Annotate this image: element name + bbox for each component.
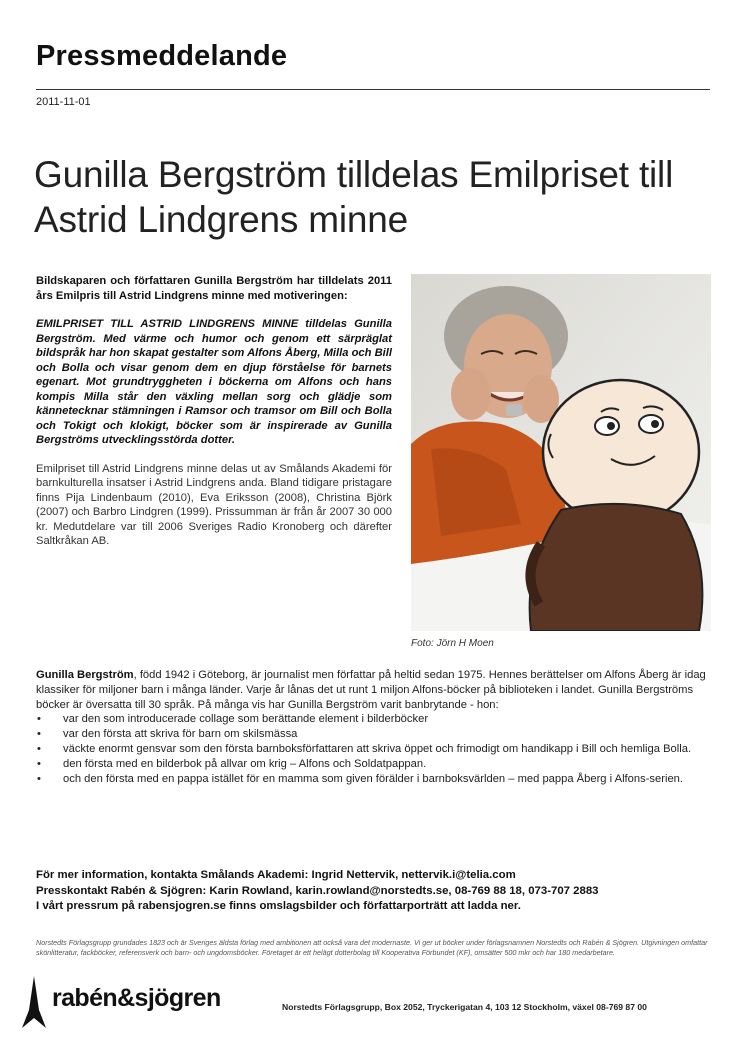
contact-line-pressroom: I vårt pressrum på rabensjogren.se finns omslagsbilder och författarporträtt att ladda ner.	[36, 900, 521, 912]
left-column	[36, 274, 392, 563]
list-item: • var den som introducerade collage som berättande element i bilderböcker	[36, 712, 712, 727]
contact-line-press: Presskontakt Rabén & Sjögren: Karin Rowland, karin.rowland@norstedts.se, 08-769 88 18, 073-707 2883	[36, 884, 599, 897]
header-divider	[36, 89, 710, 90]
list-item: • och den första med en pappa istället för en mamma som given förälder i barnboksvärlden – med pappa Åberg i Alfons-serien.	[36, 772, 712, 787]
release-date: 2011-11-01	[36, 96, 91, 108]
contact-line-akademi: För mer information, kontakta Smålands Akademi: Ingrid Nettervik, nettervik.i@telia.com	[36, 869, 516, 881]
compass-icon	[22, 976, 46, 1030]
photo-credit: Foto: Jörn H Moen	[411, 638, 494, 649]
bio-section	[36, 668, 712, 786]
list-item: • väckte enormt gensvar som den första barnboksförfattaren att skriva öppet och frimodigt om handikapp i Bill och hemliga Bolla.	[36, 742, 712, 757]
prize-info-paragraph: Emilpriset till Astrid Lindgrens minne delas ut av Smålands Akademi för barnkulturella insatser i Astrid Lindgrens anda. Bland tidigare pristagare finns Pija Lindenbaum (2010), Eva Eriksson (2008), Christina Björk (2007) och Barbro Lindgren (1999). Prissumman är från år 2007 30 000 kr. Medutdelare var till 2006 Sveriges Radio Kronoberg och därefter Saltkråkan AB.	[36, 462, 392, 547]
bio-bullet-list	[36, 712, 712, 786]
bio-text: , född 1942 i Göteborg, är journalist men författar på heltid sedan 1975. Hennes berättelser om Alfons Åberg är idag klassiker för miljoner barn i många länder. Varje år lånas det ut runt 1 miljon Alfons-böcker på biblioteken i landet. Gunilla Bergströms böcker är översatta till 30 språk. På många vis har Gunilla Bergström varit banbrytande - hon:	[36, 669, 706, 711]
page-title: Pressmeddelande	[36, 40, 288, 72]
contact-section	[36, 868, 716, 915]
intro-paragraph: Bildskaparen och författaren Gunilla Bergström har tilldelats 2011 års Emilpris till Astrid Lindgrens minne med motiveringen:	[36, 275, 392, 302]
list-item: • var den första att skriva för barn om skilsmässa	[36, 727, 712, 742]
footer-note: Norstedts Förlagsgrupp grundades 1823 och är Sveriges äldsta förlag med ambitionen att också vara det modernaste. Vi ger ut böcker under förlagsnamnen Norstedts och Rabén & Sjögren. Utgivningen omfattar skönlitteratur, fackböcker, referensverk och barn- och ungdomsböcker. Företaget är ett helägt dotterbolag till Kooperativa Förbundet (KF), omsätter 500 mkr och har 180 medarbetare.	[36, 938, 708, 957]
author-photo	[411, 274, 711, 631]
bio-paragraph	[36, 668, 712, 712]
bio-name: Gunilla Bergström	[36, 669, 134, 681]
logo-text: rabén&sjögren	[52, 984, 221, 1012]
publisher-address: Norstedts Förlagsgrupp, Box 2052, Tryckerigatan 4, 103 12 Stockholm, växel 08-769 87 00	[282, 1002, 647, 1012]
motivation-quote: EMILPRISET TILL ASTRID LINDGRENS MINNE tilldelas Gunilla Bergström. Med värme och humor och genom ett särpräglat bildspråk har hon skapat gestalter som Alfons Åberg, Milla och Bill och Bolla och visar genom dem en djup förståelse för barnets egenart. Mot grundtryggheten i böckerna om Alfons och hans kompis Milla står den växling mellan sorg och glädje som kännetecknar stämningen i Ramsor och tramsor om Bill och Bolla och Tokigt och klokigt, böcker som är inspirerade av Gunilla Bergströms utvecklingsstörda dotter.	[36, 318, 392, 446]
publisher-logo	[22, 976, 262, 1030]
list-item: • den första med en bilderbok på allvar om krig – Alfons och Soldatpappan.	[36, 757, 712, 772]
headline: Gunilla Bergström tilldelas Emilpriset till Astrid Lindgrens minne	[34, 154, 674, 240]
